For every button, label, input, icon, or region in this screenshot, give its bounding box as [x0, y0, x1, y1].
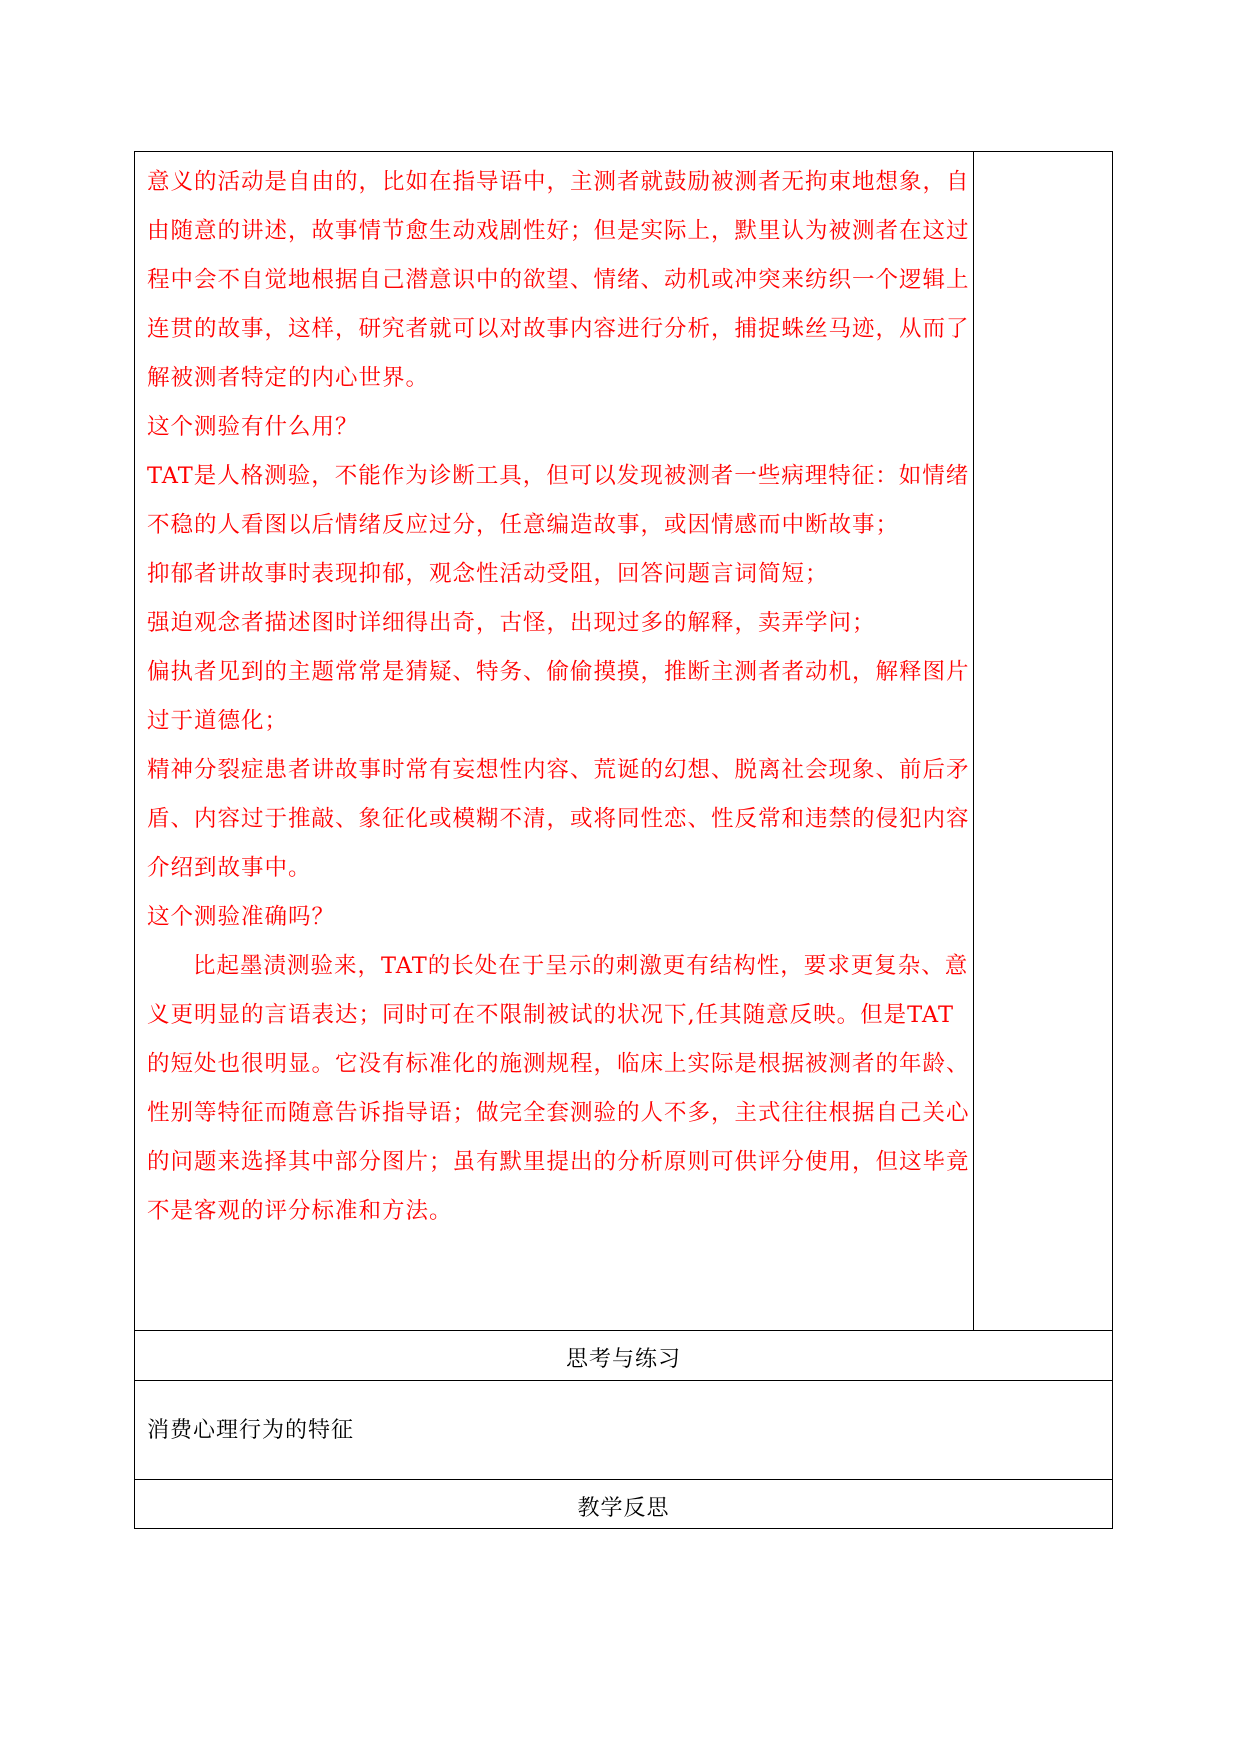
- table-row-divider: [134, 1330, 1113, 1331]
- content-paragraph: 比起墨渍测验来，TAT的长处在于呈示的刺激更有结构性，要求更复杂、意义更明显的言语表达；同时可在不限制被试的状况下,任其随意反映。但是TAT的短处也很明显。它没有标准化的施测规程，临床上实际是根据被测者的年龄、性别等特征而随意告诉指导语；做完全套测验的人不多，主式往往根据自己关心的问题来选择其中部分图片；虽有默里提出的分析原则可供评分使用，但这毕竟不是客观的评分标准和方法。: [147, 953, 970, 1224]
- content-question: 这个测验准确吗？: [147, 904, 336, 930]
- table-row-divider: [134, 1479, 1113, 1480]
- table-row-divider: [134, 1380, 1113, 1381]
- content-paragraph: TAT是人格测验，不能作为诊断工具，但可以发现被测者一些病理特征：如情绪不稳的人看图以后情绪反应过分，任意编造故事，或因情感而中断故事；: [147, 463, 970, 538]
- content-paragraph: 精神分裂症患者讲故事时常有妄想性内容、荒诞的幻想、脱离社会现象、前后矛盾、内容过于推敲、象征化或模糊不清，或将同性恋、性反常和违禁的侵犯内容介绍到故事中。: [147, 757, 970, 881]
- content-question: 这个测验有什么用？: [147, 414, 359, 440]
- exercise-text: 消费心理行为的特征: [147, 1418, 355, 1443]
- content-paragraph: 强迫观念者描述图时详细得出奇，古怪，出现过多的解释，卖弄学问；: [147, 610, 876, 636]
- table-column-divider: [973, 151, 974, 1330]
- reflection-section-title: 教学反思: [577, 1496, 670, 1521]
- exercise-section-title: 思考与练习: [565, 1347, 681, 1372]
- lesson-content-cell: [147, 158, 973, 1236]
- content-paragraph: 抑郁者讲故事时表现抑郁，观念性活动受阻，回答问题言词简短；: [147, 561, 829, 587]
- content-paragraph: 偏执者见到的主题常常是猜疑、特务、偷偷摸摸，推断主测者者动机，解释图片过于道德化；: [147, 659, 970, 734]
- content-paragraph: 意义的活动是自由的，比如在指导语中，主测者就鼓励被测者无拘束地想象，自由随意的讲述，故事情节愈生动戏剧性好；但是实际上，默里认为被测者在这过程中会不自觉地根据自己潜意识中的欲望、情绪、动机或冲突来纺织一个逻辑上连贯的故事，这样，研究者就可以对故事内容进行分析，捕捉蛛丝马迹，从而了解被测者特定的内心世界。: [147, 169, 970, 391]
